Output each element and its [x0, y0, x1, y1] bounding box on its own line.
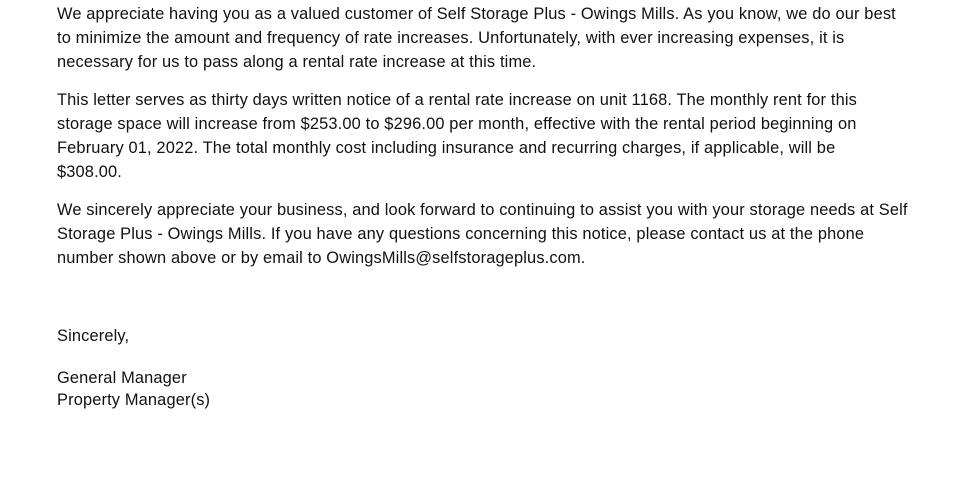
paragraph-contact	[57, 198, 917, 270]
letter-closing: Sincerely,	[57, 327, 130, 345]
letter-body	[57, 2, 917, 284]
paragraph-line: We appreciate having you as a valued customer of Self Storage Plus - Owings Mills. As you know, we do our best	[57, 5, 896, 23]
paragraph-line: necessary for us to pass along a rental rate increase at this time.	[57, 53, 537, 71]
paragraph-line: We sincerely appreciate your business, and look forward to continuing to assist you with your storage needs at Self	[57, 201, 908, 219]
signature-block	[57, 367, 210, 411]
paragraph-line: February 01, 2022. The total monthly cost including insurance and recurring charges, if applicable, will be	[57, 139, 836, 157]
paragraph-appreciation	[57, 2, 917, 74]
signature-title: General Manager	[57, 369, 187, 387]
paragraph-line: Storage Plus - Owings Mills. If you have any questions concerning this notice, please contact us at the phone	[57, 225, 865, 243]
paragraph-line: $308.00.	[57, 163, 123, 181]
signature-subtitle: Property Manager(s)	[57, 391, 211, 409]
paragraph-line: storage space will increase from $253.00 to $296.00 per month, effective with the rental period beginning on	[57, 115, 857, 133]
paragraph-line: This letter serves as thirty days written notice of a rental rate increase on unit 1168. The monthly rent for this	[57, 91, 857, 109]
paragraph-line: to minimize the amount and frequency of rate increases. Unfortunately, with ever increasing expenses, it is	[57, 29, 845, 47]
paragraph-line: number shown above or by email to OwingsMills@selfstorageplus.com.	[57, 249, 586, 267]
paragraph-rate-notice	[57, 88, 917, 184]
